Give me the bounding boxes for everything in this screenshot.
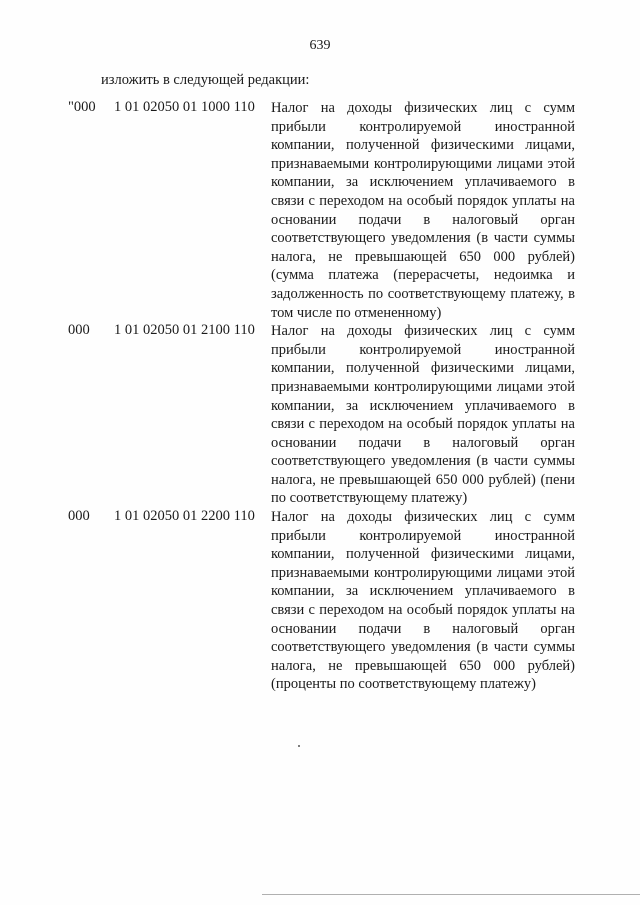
table-row <box>68 99 578 322</box>
scan-edge-line <box>262 894 640 895</box>
intro-text: изложить в следующей редакции: <box>101 72 310 88</box>
code-table <box>68 99 578 694</box>
admin-code: 000 <box>68 508 90 525</box>
row-description: Налог на доходы физических лиц с сумм прибыли контролируемой иностранной компании, полученной физическими лицами, признаваемыми контролирующими лицами этой компании, за исключением уплачиваемого в связи с переходом на особый порядок уплаты на основании подачи в налоговый орган соответствующего уведомления (в части суммы налога, не превышающей 650 000 рублей) (сумма платежа (перерасчеты, недоимка и задолженность по соответствующему платежу, в том числе по отмененному) <box>271 100 575 321</box>
admin-code: "000 <box>68 99 96 115</box>
admin-code: 000 <box>68 322 90 339</box>
budget-classification-code: 1 01 02050 01 1000 110 <box>114 99 255 115</box>
budget-classification-code: 1 01 02050 01 2100 110 <box>114 322 255 339</box>
row-description: Налог на доходы физических лиц с сумм прибыли контролируемой иностранной компании, полученной физическими лицами, признаваемыми контролирующими лицами этой компании, за исключением уплачиваемого в связи с переходом на особый порядок уплаты на основании подачи в налоговый орган соответствующего уведомления (в части суммы налога, не превышающей 650 000 рублей) (проценты по соответствующему платежу) <box>271 509 575 693</box>
scan-speck <box>298 745 300 747</box>
table-row <box>68 508 578 694</box>
table-row <box>68 322 578 508</box>
page-number: 639 <box>309 38 331 53</box>
row-description: Налог на доходы физических лиц с сумм прибыли контролируемой иностранной компании, полученной физическими лицами, признаваемыми контролирующими лицами этой компании, за исключением уплачиваемого в связи с переходом на особый порядок уплаты на основании подачи в налоговый орган соответствующего уведомления (в части суммы налога, не превышающей 650 000 рублей) (пени по соответствующему платежу) <box>271 323 575 507</box>
budget-classification-code: 1 01 02050 01 2200 110 <box>114 508 255 525</box>
